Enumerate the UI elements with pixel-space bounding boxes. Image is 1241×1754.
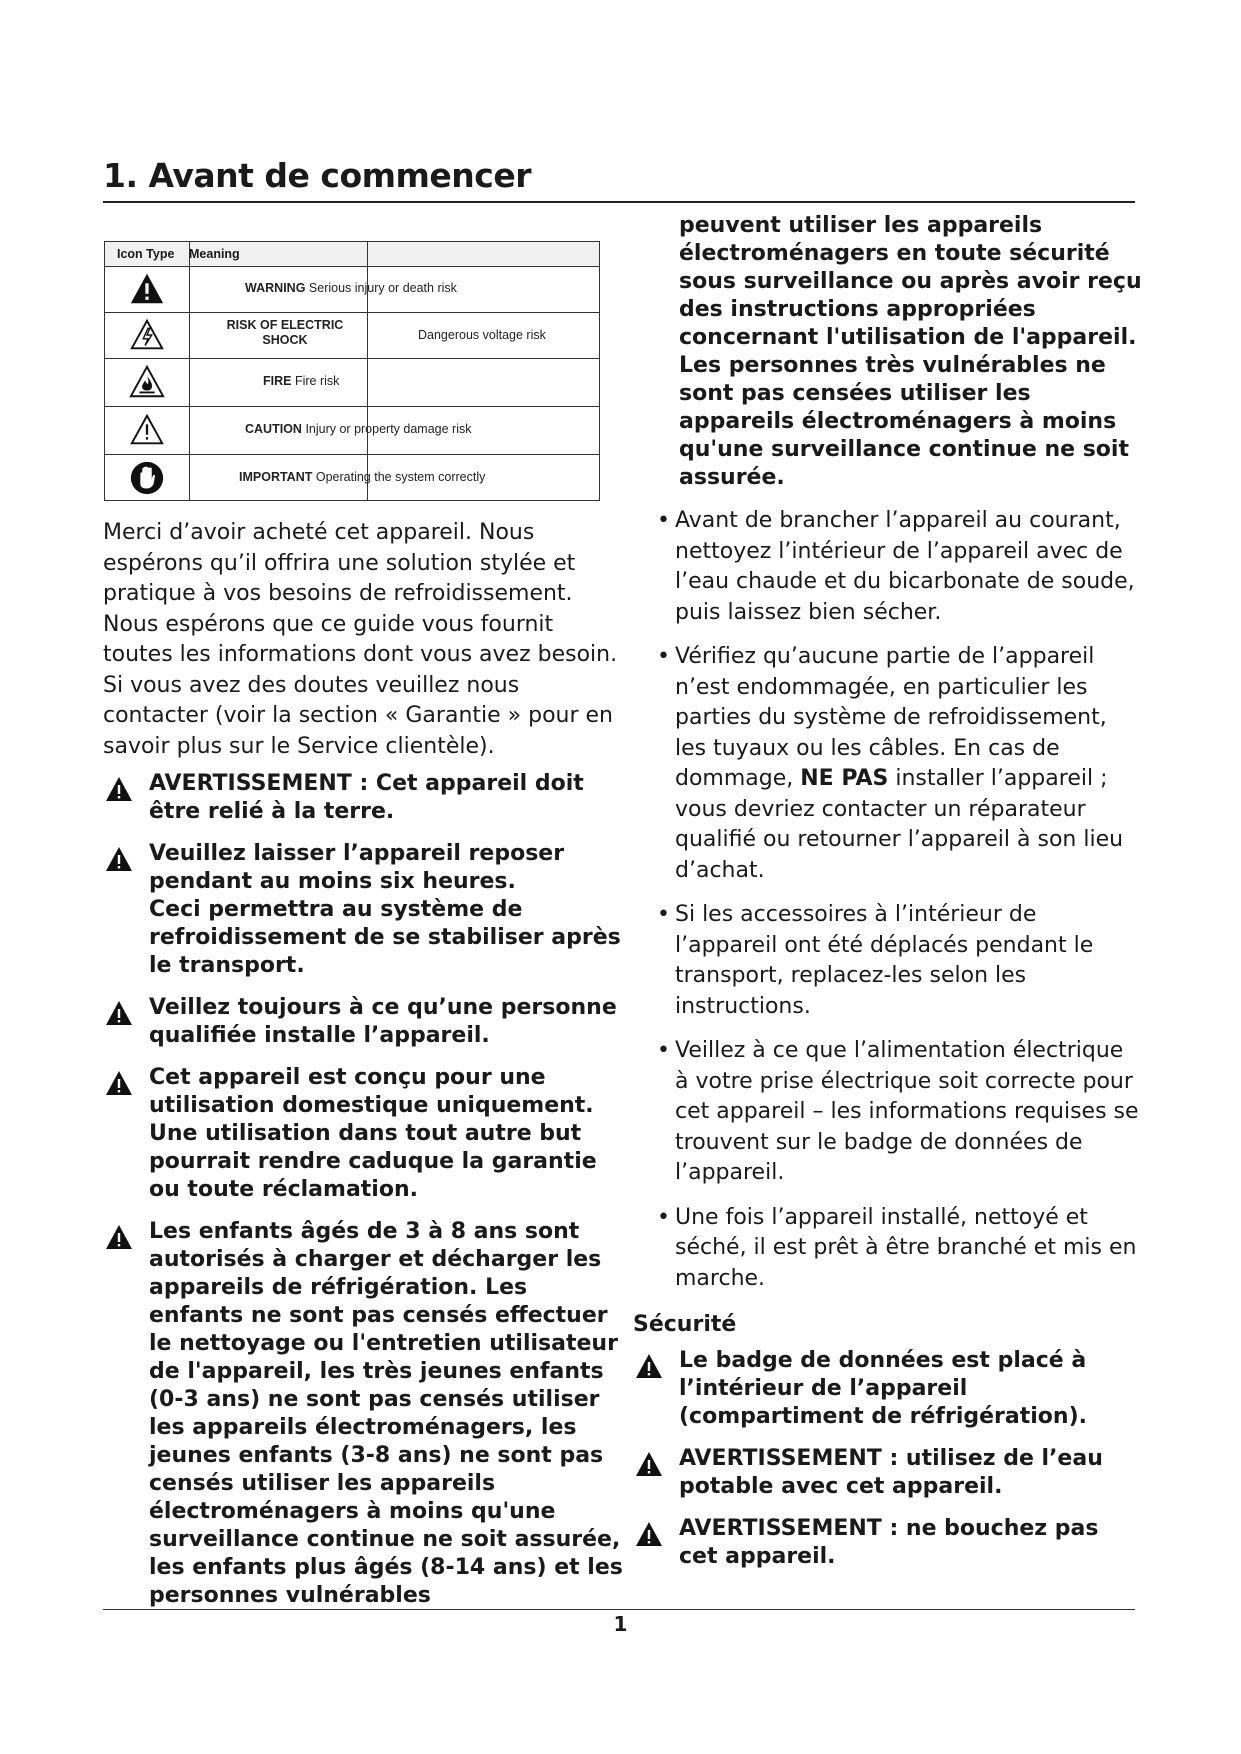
left-column (103, 518, 623, 1624)
list-item: • Si les accessoires à l’intérieur de l’appareil ont été déplacés pendant le transport, replacez-les selon les instructions. (657, 902, 1094, 1019)
list-item: • Vérifiez qu’aucune partie de l’appareil n’est endommagée, en particulier les parties du système de refroidissement, les tuyaux ou les câbles. En cas de dommage, NE PAS installer l’appareil ; vous devriez contacter un réparateur qualifié ou retourner l’appareil à son lieu d’achat. (657, 644, 1124, 883)
section-heading-securite: Sécurité (633, 1312, 737, 1337)
warning-icon (105, 1000, 133, 1026)
warning-item: Les enfants âgés de 3 à 8 ans sont autorisés à charger et décharger les appareils de réfrigération. Les enfants ne sont pas censés effectuer le nettoyage ou l'entretien utilisateur de l'appareil, les très jeunes enfants (0-3 ans) ne sont pas censés utiliser les appareils électroménagers, les jeunes enfants (3-8 ans) ne sont pas censés utiliser les appareils électroménagers à moins qu'une surveillance continue ne soit assurée, les enfants plus âgés (8-14 ans) et les personnes vulnérables (103, 1218, 623, 1610)
fire-icon (105, 358, 189, 406)
warning-icon (105, 1224, 133, 1250)
warning-icon (635, 1353, 663, 1379)
warning-item: AVERTISSEMENT : Cet appareil doit être relié à la terre. (103, 770, 623, 826)
warning-item: Cet appareil est conçu pour une utilisation domestique uniquement. Une utilisation dans tout autre but pourrait rendre caduque la garantie ou toute réclamation. (103, 1064, 623, 1204)
footer-divider (103, 1609, 1135, 1610)
table-row: FIRE Fire risk (105, 358, 599, 407)
caution-triangle-icon (105, 406, 189, 454)
warning-icon (105, 776, 133, 802)
intro-paragraph: Merci d’avoir acheté cet appareil. Nous espérons qu’il offrira une solution stylée et pratique à vos besoins de refroidissement. Nous espérons que ce guide vous fournit toutes les informations dont vous avez besoin. Si vous avez des doutes veuillez nous contacter (voir la section « Garantie » pour en savoir plus sur le Service clientèle). (103, 520, 618, 759)
warning-icon (635, 1451, 663, 1477)
table-header (105, 242, 599, 267)
warning-continuation: peuvent utiliser les appareils électroménagers en toute sécurité sous surveillance ou après avoir reçu des instructions appropriées concernant l'utilisation de l'appareil. Les personnes très vulnérables ne sont pas censées utiliser les appareils électroménagers à moins qu'une surveillance continue ne soit assurée. (679, 213, 1142, 490)
list-item: • Veillez à ce que l’alimentation électrique à votre prise électrique soit correcte pour cet appareil – les informations requises se trouvent sur le badge de données de l’appareil. (657, 1038, 1139, 1185)
list-item: • Une fois l’appareil installé, nettoyé et séché, il est prêt à être branché et mis en marche. (657, 1204, 1137, 1291)
right-column (633, 212, 1143, 1585)
page-number: 1 (613, 1612, 628, 1636)
warning-item: AVERTISSEMENT : ne bouchez pas cet appareil. (633, 1515, 1143, 1571)
electric-shock-icon (105, 312, 189, 358)
warning-item: Veillez toujours à ce qu’une personne qualifiée installe l’appareil. (103, 994, 623, 1050)
table-row: WARNING Serious injury or death risk (105, 266, 599, 313)
icon-legend-table (104, 241, 600, 501)
warning-triangle-filled-icon (105, 266, 189, 312)
hand-stop-icon (105, 454, 189, 502)
warning-icon (635, 1521, 663, 1547)
warning-item: Le badge de données est placé à l’intérieur de l’appareil (compartiment de réfrigération). (633, 1347, 1143, 1431)
page-title: 1. Avant de commencer (103, 156, 531, 195)
header-meaning: Meaning (189, 247, 240, 261)
table-row: RISK OF ELECTRIC SHOCK Dangerous voltage risk (105, 312, 599, 359)
title-divider (103, 201, 1135, 203)
warning-icon (105, 1070, 133, 1096)
table-row: IMPORTANT Operating the system correctly (105, 454, 599, 502)
warning-icon (105, 846, 133, 872)
header-icon-type: Icon Type (117, 247, 175, 261)
warning-item: AVERTISSEMENT : utilisez de l’eau potable avec cet appareil. (633, 1445, 1143, 1501)
table-row: CAUTION Injury or property damage risk (105, 406, 599, 455)
list-item: • Avant de brancher l’appareil au courant, nettoyez l’intérieur de l’appareil avec de l’eau chaude et du bicarbonate de soude, puis laissez bien sécher. (657, 508, 1135, 625)
warning-item: Veuillez laisser l’appareil reposer pendant au moins six heures. Ceci permettra au système de refroidissement de se stabiliser après le transport. (103, 840, 623, 980)
